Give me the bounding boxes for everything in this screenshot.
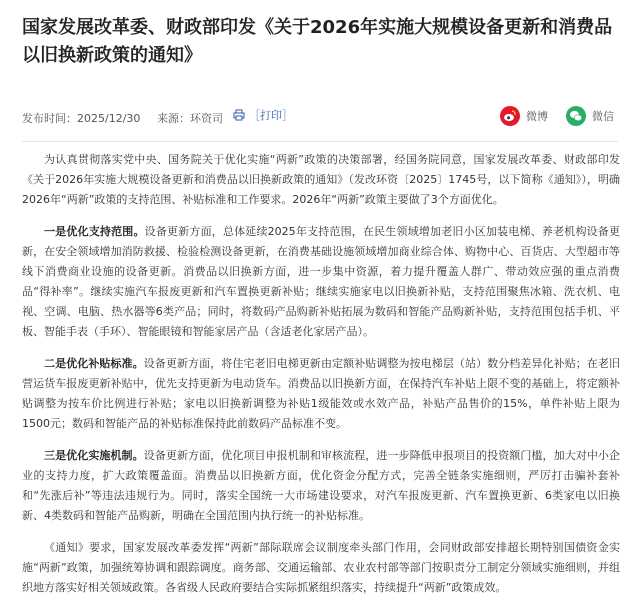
paragraph-text: 设备更新方面，优化项目申报机制和审核流程，进一步降低申报项目的投资额门槛，加大对中小企业的支持力度，扩大政策覆盖面。消费品以旧换新方面，优化资金分配方式，完善全链条实施细则，严厉打击骗补套补和“先涨后补”等违法违规行为。同时，落实全国统一大市场建设要求，对汽车报废更新、汽车置换更新、6类家电以旧换新、4类数码和智能产品购新，明确在全国范围内执行统一的补贴标准。 (22, 449, 621, 522)
weibo-icon (500, 106, 520, 126)
share-wechat-button[interactable] (566, 106, 614, 126)
paragraph-heading: 三是优化实施机制。 (44, 449, 144, 462)
article-title: 国家发展改革委、财政部印发《关于2026年实施大规模设备更新和消费品以旧换新政策的通知》 (22, 17, 613, 66)
paragraph-heading: 一是优化支持范围。 (44, 225, 145, 238)
weibo-label: 微博 (526, 110, 548, 123)
meta-divider (22, 141, 618, 142)
article-body (22, 150, 620, 610)
paragraph-mechanism (22, 446, 620, 526)
paragraph-intro: 为认真贯彻落实党中央、国务院关于优化实施“两新”政策的决策部署，经国务院同意，国家发展改革委、财政部印发《关于2026年实施大规模设备更新和消费品以旧换新政策的通知》（发改环资〔2025〕1745号，以下简称《通知》），明确2026年“两新”政策的支持范围、补贴标准和工作要求。2026年“两新”政策主要做了3个方面优化。 (22, 153, 620, 206)
paragraph-requirements: 《通知》要求，国家发展改革委发挥“两新”部际联席会议制度牵头部门作用，会同财政部安排超长期特别国债资金实施“两新”政策，加强统筹协调和跟踪调度。商务部、交通运输部、农业农村部等部门按职责分工制定分领域实施细则，并组织地方落实好相关领域政策。各省级人民政府要结合实际抓紧组织落实，持续提升“两新”政策成效。 (22, 541, 620, 594)
print-label: ［打印］ (249, 109, 293, 122)
paragraph-support-scope (22, 222, 620, 342)
print-button[interactable] (233, 107, 293, 123)
share-weibo-button[interactable] (500, 106, 548, 126)
paragraph-subsidy-standard (22, 354, 620, 434)
paragraph-text: 设备更新方面，总体延续2025年支持范围，在民生领域增加老旧小区加装电梯、养老机构设备更新，在安全领域增加消防救援、检验检测设备更新，在消费基础设施领域增加商业综合体、购物中心、百货店、大型超市等线下消费商业设施的设备更新。消费品以旧换新方面，进一步集中资源，着力提升覆盖人群广、带动效应强的重点消费品“得补率”。继续实施汽车报废更新和汽车置换更新补贴；继续实施家电以旧换新补贴，支持范围聚焦冰箱、洗衣机、电视、空调、电脑、热水器等6类产品；同时，将数码产品购新补贴拓展为数码和智能产品购新补贴，支持范围包括手机、平板、智能手表（手环）、智能眼镜和智能家居产品（含适老化家居产品）。 (22, 225, 620, 338)
publish-date: 发布时间：2025/12/30 (22, 112, 141, 125)
article-source: 来源：环资司 (157, 112, 223, 125)
printer-icon (233, 109, 245, 121)
paragraph-text: 设备更新方面，将住宅老旧电梯更新由定额补贴调整为按电梯层（站）数分档差异化补贴；在老旧营运货车报废更新补贴中，优先支持更新为电动货车。消费品以旧换新方面，在保持汽车补贴上限不变的基础上，将定额补贴调整为按车价比例进行补贴；家电以旧换新调整为补贴1级能效或水效产品，补贴产品售价的15%，单件补贴上限为1500元；数码和智能产品的补贴标准保持此前数码产品标准不变。 (22, 357, 621, 430)
wechat-icon (566, 106, 586, 126)
article-meta-bar (0, 104, 640, 132)
wechat-label: 微信 (592, 110, 614, 123)
paragraph-heading: 二是优化补贴标准。 (44, 357, 144, 370)
